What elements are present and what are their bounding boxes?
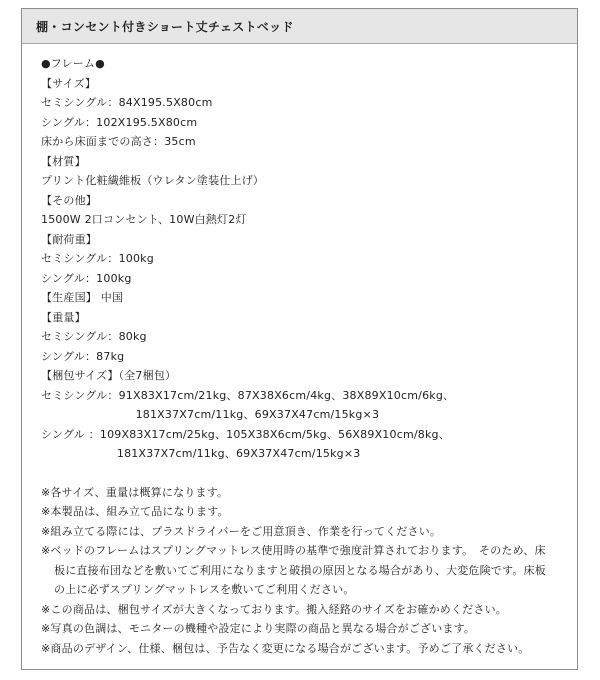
pack-single-line2: 181X37X7cm/11kg、69X37X47cm/15kg×3 (116, 447, 361, 460)
spacer (41, 464, 577, 483)
panel-title: 棚・コンセント付きショート丈チェストベッド (22, 9, 577, 44)
spec-panel (21, 8, 578, 670)
frame-heading: ●フレーム● (41, 57, 105, 70)
note-mattress-line1: ※ベッドのフレームはスプリングマットレス使用時の基準で強度計算されております。 そのため、床 (41, 544, 546, 557)
note-mattress-line2: 板に直接布団などを敷いてご利用になりますと破損の原因となる場合があり、大変危険です。床板 (54, 563, 546, 577)
other-heading: 【その他】 (41, 193, 97, 207)
weight-semi-single: セミシングル：80kg (41, 330, 147, 343)
load-heading: 【耐荷重】 (41, 232, 97, 246)
weight-single: シングル：87kg (41, 349, 125, 363)
note-approx: ※各サイズ、重量は概算になります。 (41, 485, 229, 499)
pack-heading: 【梱包サイズ】（全7梱包） (41, 369, 177, 382)
pack-semi-line1: 91X83X17cm/21kg、87X38X6cm/4kg、38X89X10cm/6kg、 (118, 388, 455, 402)
floor-height: 床から床面までの高さ：35cm (41, 135, 196, 148)
other-value: 1500W 2口コンセント、10W白熱灯2灯 (41, 213, 247, 226)
load-single: シングル：100kg (41, 271, 132, 285)
pack-semi-line2: 181X37X7cm/11kg、69X37X47cm/15kg×3 (135, 408, 380, 421)
material-heading: 【材質】 (41, 154, 86, 168)
size-single: シングル：102X195.5X80cm (41, 115, 198, 129)
pack-single-line1: 109X83X17cm/25kg、105X38X6cm/5kg、56X89X10cm/8kg、 (99, 427, 450, 441)
pack-single-label: シングル ： (41, 427, 100, 441)
note-design-change: ※商品のデザイン、仕様、梱包は、予告なく変更になる場合がございます。予めご了承ください。 (41, 641, 530, 655)
material-value: プリント化粧繊維板（ウレタン塗装仕上げ） (41, 174, 265, 187)
size-semi-single: セミシングル：84X195.5X80cm (41, 96, 213, 109)
note-screwdriver: ※組み立てる際には、プラスドライバーをご用意頂き、作業を行ってください。 (41, 524, 442, 538)
note-delivery: ※この商品は、梱包サイズが大きくなっております。搬入経路のサイズをお確かめください。 (41, 602, 507, 616)
note-mattress-line3: の上に必ずスプリングマットレスを敷いてご利用ください。 (54, 583, 355, 596)
weight-heading: 【重量】 (41, 310, 86, 324)
origin: 【生産国】 中国 (41, 291, 124, 304)
pack-semi-single (41, 386, 577, 425)
size-heading: 【サイズ】 (41, 76, 97, 90)
load-semi-single: セミシングル：100kg (41, 252, 154, 265)
pack-semi-label: セミシングル： (41, 388, 119, 402)
spec-body (22, 44, 577, 658)
note-assembly-product: ※本製品は、組み立て品になります。 (41, 505, 229, 518)
pack-single (41, 425, 577, 464)
note-color: ※写真の色調は、モニターの機種や設定により実際の商品と異なる場合がございます。 (41, 622, 476, 635)
